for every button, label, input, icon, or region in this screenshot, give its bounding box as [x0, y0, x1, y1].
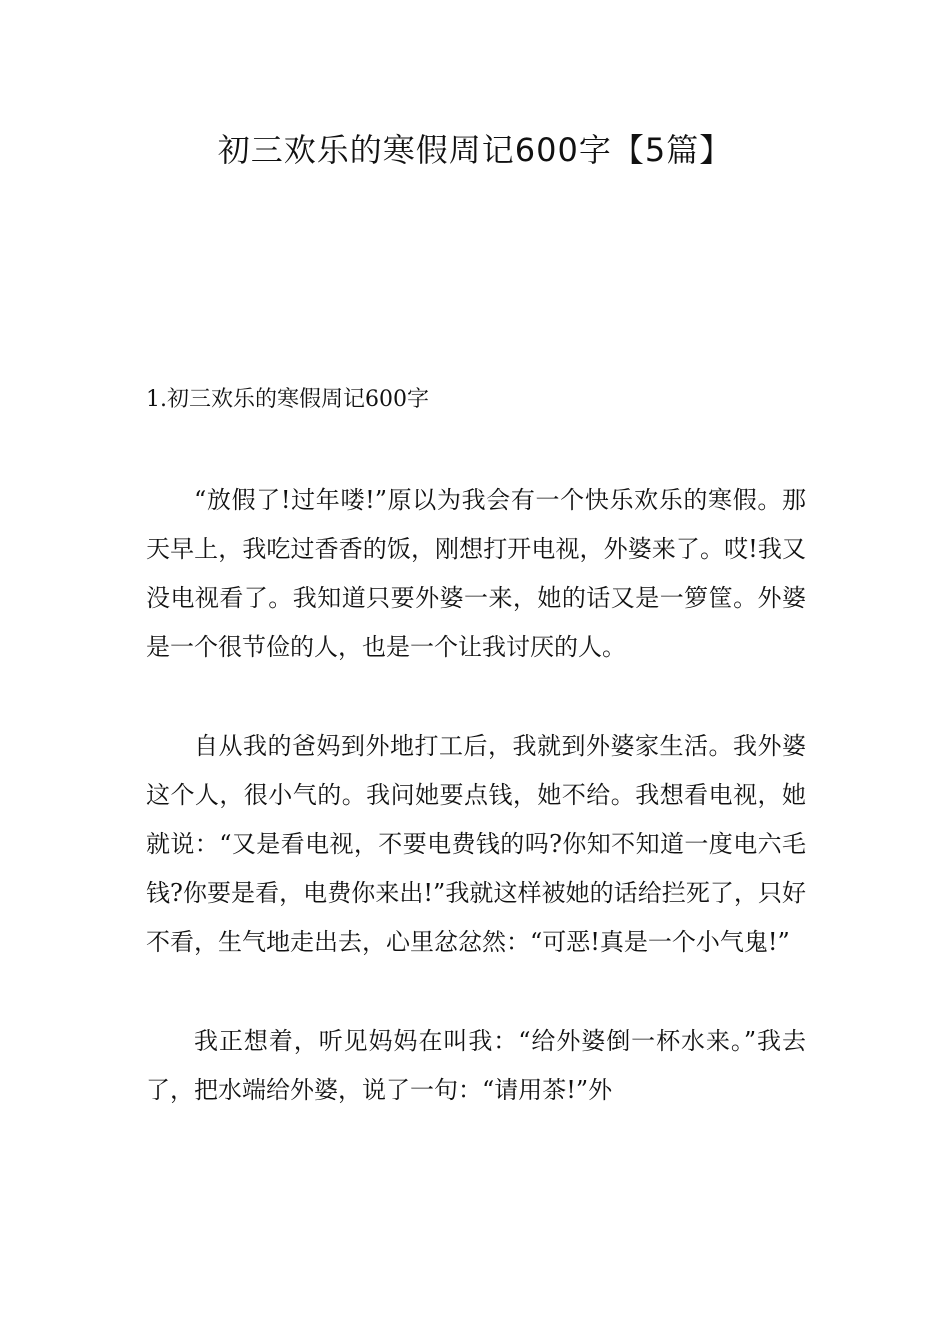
paragraph: 自从我的爸妈到外地打工后，我就到外婆家生活。我外婆这个人，很小气的。我问她要点钱，她不给。我想看电视，她就说：“又是看电视，不要电费钱的吗?你知不知道一度电六毛钱?你要是看，电费你来出!”我就这样被她的话给拦死了，只好不看，生气地走出去，心里忿忿然：“可恶!真是一个小气鬼!”	[146, 732, 806, 956]
section-heading: 1.初三欢乐的寒假周记600字	[146, 387, 429, 412]
document-title: 初三欢乐的寒假周记600字【5篇】	[217, 131, 733, 169]
paragraph: “放假了!过年喽!”原以为我会有一个快乐欢乐的寒假。那天早上，我吃过香香的饭，刚想打开电视，外婆来了。哎!我又没电视看了。我知道只要外婆一来，她的话又是一箩筐。外婆是一个很节俭的人，也是一个让我讨厌的人。	[146, 486, 806, 661]
document-body	[146, 476, 806, 1165]
paragraph: 我正想着，听见妈妈在叫我：“给外婆倒一杯水来。”我去了，把水端给外婆，说了一句：“请用茶!”外	[146, 1027, 806, 1104]
